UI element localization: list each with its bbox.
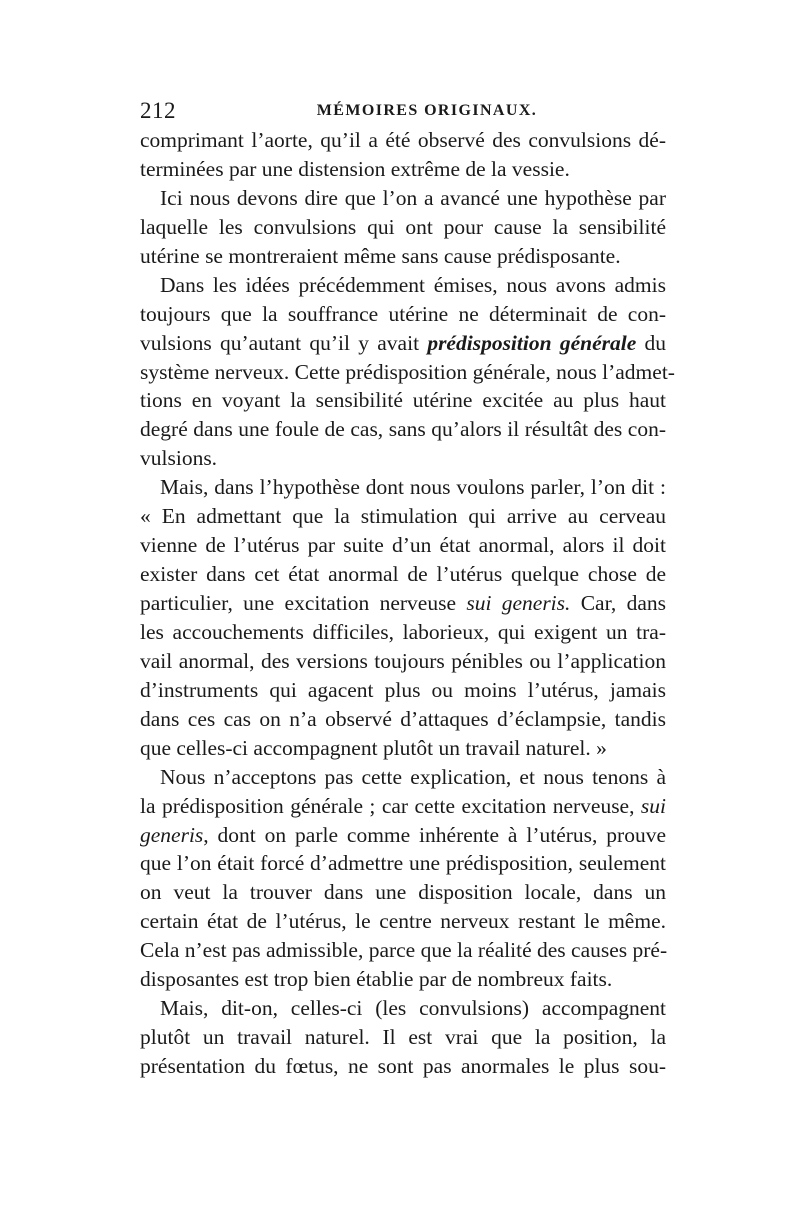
- text-line-start: vulsions qu’autant qu’il y avait: [140, 330, 428, 355]
- text-line-end: , dont on parle comme inhérente à l’utérus, prouve: [203, 822, 666, 847]
- text-line-end: Car, dans: [570, 591, 666, 615]
- text-line: système nerveux. Cette prédisposition générale, nous l’admet-: [140, 359, 675, 384]
- text-line: d’instruments qui agacent plus ou moins l’utérus, jamais: [140, 677, 666, 702]
- text-line: exister dans cet état anormal de l’utérus quelque chose de: [140, 562, 666, 587]
- text-line: toujours que la souffrance utérine ne déterminait de con-: [140, 301, 666, 326]
- text-line: on veut la trouver dans une disposition locale, dans un: [140, 880, 666, 905]
- text-line: que celles-ci accompagnent plutôt un travail naturel. »: [140, 735, 607, 760]
- text-line-start: particulier, une excitation nerveuse: [140, 591, 467, 615]
- text-line: utérine se montreraient même sans cause prédisposante.: [140, 243, 621, 268]
- page-number: 212: [140, 98, 176, 123]
- emphasis-generis: generis: [140, 822, 204, 847]
- text-line: vulsions.: [140, 446, 218, 471]
- text-line: vienne de l’utérus par suite d’un état anormal, alors il doit: [140, 533, 666, 558]
- text-line: laquelle les convulsions qui ont pour cause la sensibilité: [140, 214, 666, 239]
- text-line: degré dans une foule de cas, sans qu’alors il résultât des con-: [140, 417, 666, 442]
- text-line: [140, 792, 666, 821]
- text-line: Dans les idées précédemment émises, nous avons admis: [160, 272, 666, 297]
- text-line: dans ces cas on n’a observé d’attaques d’éclampsie, tandis: [140, 706, 666, 731]
- text-line-start: la prédisposition générale ; car cette excitation nerveuse,: [140, 793, 641, 818]
- text-line: plutôt un travail naturel. Il est vrai que la position, la: [140, 1025, 666, 1050]
- text-line: [140, 821, 666, 850]
- text-line: disposantes est trop bien établie par de nombreux faits.: [140, 967, 613, 992]
- emphasis-prediposition-generale: prédisposition générale: [427, 330, 637, 355]
- text-line: Mais, dans l’hypothèse dont nous voulons parler, l’on dit :: [160, 475, 666, 500]
- book-page: [140, 96, 675, 1081]
- emphasis-sui-generis: sui generis.: [466, 591, 571, 615]
- text-line-end: du: [636, 330, 667, 355]
- text-line: comprimant l’aorte, qu’il a été observé des convulsions dé-: [140, 128, 666, 152]
- text-line: Ici nous devons dire que l’on a avancé une hypothèse par: [160, 185, 666, 210]
- text-line: les accouchements difficiles, laborieux, qui exigent un tra-: [140, 619, 666, 644]
- text-line: Mais, dit-on, celles-ci (les convulsions) accompagnent: [160, 996, 666, 1021]
- text-line: terminées par une distension extrême de la vessie.: [140, 156, 570, 181]
- text-line: présentation du fœtus, ne sont pas anormales le plus sou-: [140, 1054, 666, 1078]
- text-line: [140, 329, 666, 358]
- text-line: vail anormal, des versions toujours pénibles ou l’application: [140, 648, 666, 673]
- text-line: [140, 589, 666, 618]
- text-line: Cela n’est pas admissible, parce que la réalité des causes pré-: [140, 938, 668, 963]
- running-head: [140, 96, 666, 126]
- text-line: Nous n’acceptons pas cette explication, et nous tenons à: [160, 764, 666, 789]
- running-title: MÉMOIRES ORIGINAUX.: [316, 102, 538, 119]
- text-line: certain état de l’utérus, le centre nerveux restant le même.: [140, 909, 666, 934]
- text-line: que l’on était forcé d’admettre une prédisposition, seulement: [140, 851, 666, 876]
- text-line: tions en voyant la sensibilité utérine excitée au plus haut: [140, 388, 666, 413]
- text-line: « En admettant que la stimulation qui arrive au cerveau: [140, 504, 666, 529]
- body-text: [140, 126, 675, 1081]
- emphasis-sui: sui: [640, 793, 666, 818]
